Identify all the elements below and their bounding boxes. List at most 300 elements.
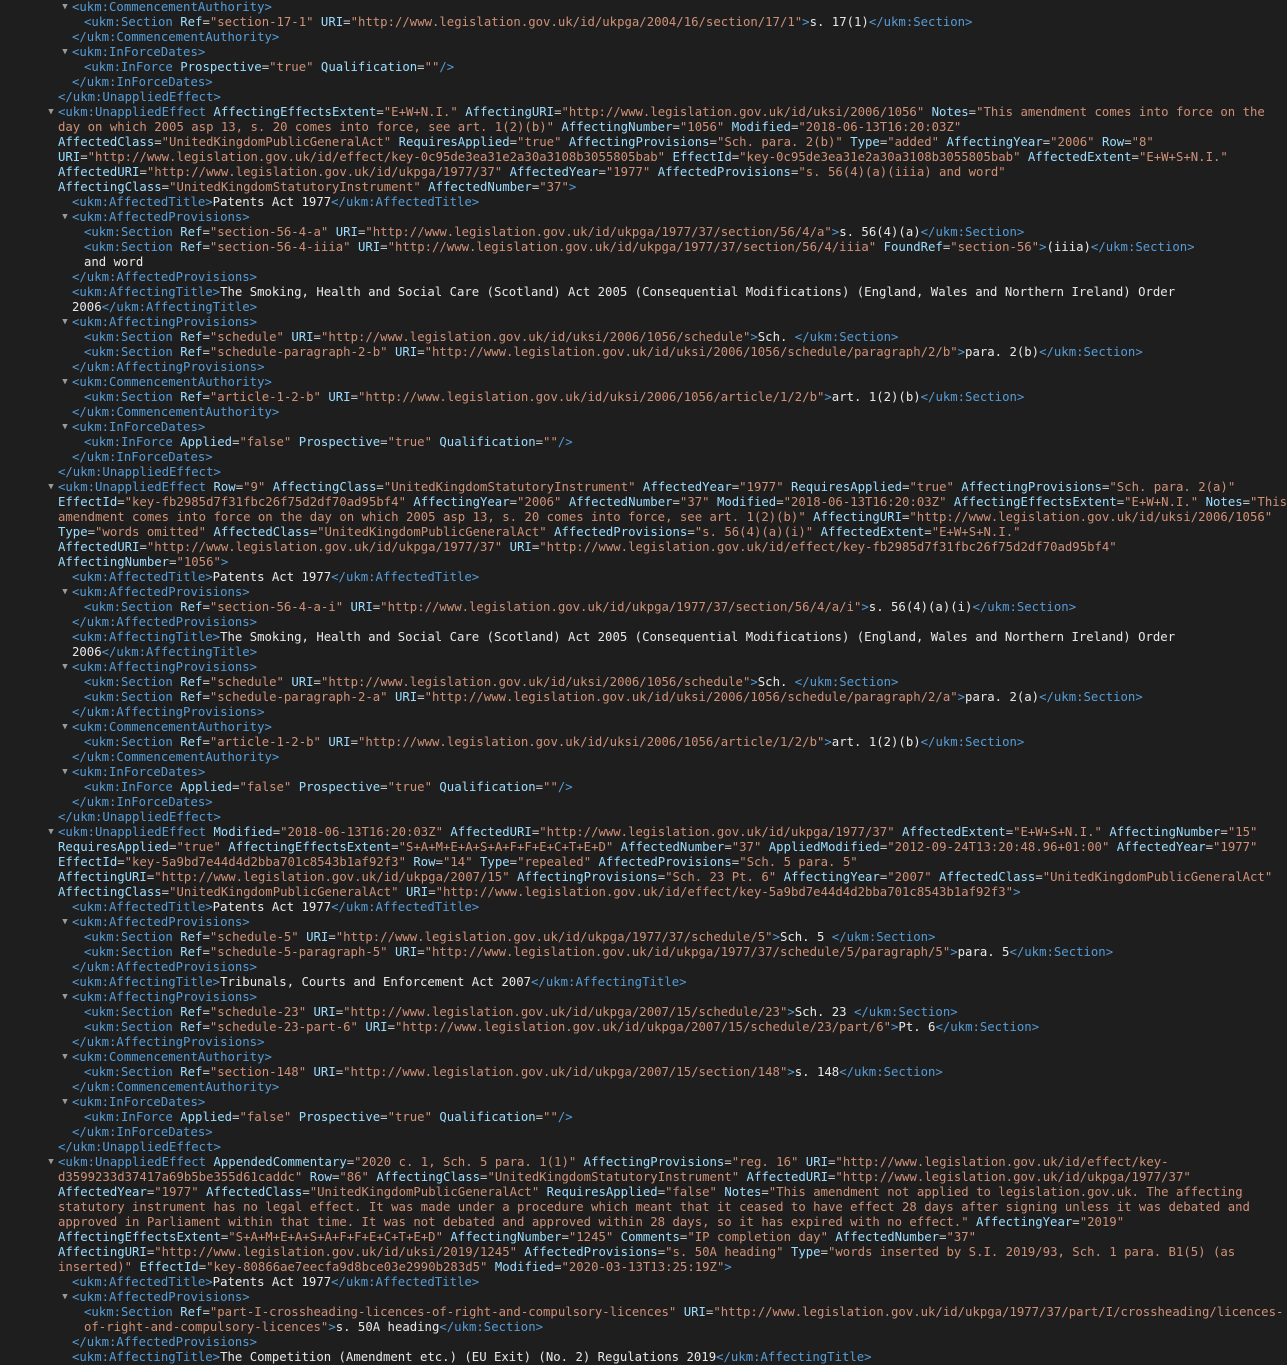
xml-attr-value: "article-1-2-b" bbox=[209, 390, 321, 404]
xml-attr-name: AffectingYear bbox=[405, 495, 510, 509]
xml-tag: </ukm:CommencementAuthority> bbox=[72, 405, 280, 419]
xml-punct: = bbox=[679, 1230, 688, 1244]
xml-line bbox=[72, 1080, 279, 1095]
collapse-toggle-icon[interactable]: ▼ bbox=[62, 377, 68, 387]
xml-tag: > bbox=[220, 555, 229, 569]
xml-attr-value: "2018-06-13T16:20:03Z" bbox=[783, 495, 947, 509]
xml-attr-name: Ref bbox=[180, 240, 203, 254]
xml-line bbox=[84, 345, 1143, 360]
collapse-toggle-icon[interactable]: ▼ bbox=[62, 662, 68, 672]
xml-attr-value: statutory instrument has no legal effect. It was made under a procedure which meant that it ceased to have effect 28 days after signing unless it was debated and bbox=[58, 1200, 1250, 1214]
xml-attr-value: "E+W+N.I." bbox=[1124, 495, 1199, 509]
xml-punct: = bbox=[417, 690, 425, 704]
xml-punct: = bbox=[161, 180, 170, 194]
collapse-toggle-icon[interactable]: ▼ bbox=[48, 107, 54, 117]
xml-punct: = bbox=[202, 225, 210, 239]
xml-punct: = bbox=[202, 690, 210, 704]
xml-attr-name: AffectedProvisions bbox=[517, 1245, 658, 1259]
xml-tag: /> bbox=[557, 435, 573, 449]
xml-attr-value: "http://www.legislation.gov.uk/id/uksi/2006/1056/schedule/paragraph/2/b" bbox=[424, 345, 958, 359]
xml-punct: = bbox=[924, 525, 932, 539]
xml-attr-value: "1977" bbox=[605, 165, 651, 179]
xml-punct: = bbox=[202, 1305, 210, 1319]
xml-line bbox=[72, 1095, 205, 1110]
xml-attr-name: EffectId bbox=[58, 855, 118, 869]
xml-text: s. 148 bbox=[794, 1065, 840, 1079]
xml-attr-name: Ref bbox=[180, 15, 203, 29]
xml-punct: = bbox=[154, 135, 162, 149]
xml-punct: = bbox=[535, 780, 544, 794]
xml-tag: </ukm:Section> bbox=[1090, 240, 1195, 254]
xml-attr-value: "http://www.legislation.gov.uk/id/ukpga/2007/15/schedule/23" bbox=[343, 1005, 788, 1019]
collapse-toggle-icon[interactable]: ▼ bbox=[48, 482, 54, 492]
xml-attr-name: Ref bbox=[180, 735, 203, 749]
xml-attr-value: "section-17-1" bbox=[209, 15, 314, 29]
xml-attr-name: Ref bbox=[180, 945, 203, 959]
xml-punct: = bbox=[417, 60, 425, 74]
xml-attr-name: Qualification bbox=[431, 1110, 536, 1124]
xml-tag: </ukm:UnappliedEffect> bbox=[58, 1140, 221, 1154]
xml-attr-name: RequiresApplied bbox=[783, 480, 903, 494]
xml-punct: = bbox=[328, 930, 336, 944]
xml-tag: /> bbox=[557, 780, 573, 794]
xml-tag: > bbox=[787, 1005, 795, 1019]
xml-attr-name: URI bbox=[58, 150, 81, 164]
xml-tag: <ukm:AffectingProvisions> bbox=[72, 990, 258, 1004]
xml-punct: = bbox=[146, 1245, 155, 1259]
xml-line bbox=[58, 90, 221, 105]
xml-line bbox=[84, 675, 898, 690]
xml-tag: <ukm:UnappliedEffect bbox=[58, 480, 214, 494]
xml-attr-value: "http://www.legislation.gov.uk/id/ukpga/2007/15" bbox=[154, 870, 510, 884]
xml-attr-name: Ref bbox=[180, 675, 203, 689]
xml-attr-name: Ref bbox=[180, 1065, 203, 1079]
collapse-toggle-icon[interactable]: ▼ bbox=[62, 2, 68, 12]
xml-line bbox=[58, 1245, 1235, 1260]
xml-attr-name: URI bbox=[283, 330, 314, 344]
xml-attr-value: "false" bbox=[239, 780, 292, 794]
xml-punct: = bbox=[1124, 135, 1132, 149]
xml-text: art. 1(2)(b) bbox=[831, 390, 921, 404]
xml-tag: > bbox=[831, 225, 840, 239]
xml-tag: </ukm:InForceDates> bbox=[72, 795, 213, 809]
xml-attr-name: AffectedClass bbox=[58, 135, 155, 149]
xml-line bbox=[58, 150, 1228, 165]
xml-attr-value: "true" bbox=[517, 135, 562, 149]
xml-attr-value: "http://www.legislation.gov.uk/id/ukpga/1977/37/part/I/crossheading/licences- bbox=[713, 1305, 1284, 1319]
xml-attr-value: "37" bbox=[679, 495, 710, 509]
xml-attr-name: AffectedClass bbox=[931, 870, 1036, 884]
xml-tag: <ukm:Section bbox=[84, 15, 181, 29]
xml-punct: = bbox=[417, 345, 425, 359]
xml-attr-value: "http://www.legislation.gov.uk/id/uksi/2006/1056/schedule/paragraph/2/a" bbox=[424, 690, 958, 704]
xml-tag: </ukm:Section> bbox=[920, 390, 1025, 404]
xml-line bbox=[72, 1035, 265, 1050]
xml-punct: = bbox=[387, 1020, 395, 1034]
xml-attr-name: AffectedYear bbox=[1109, 840, 1206, 854]
collapse-toggle-icon[interactable]: ▼ bbox=[62, 587, 68, 597]
xml-punct: = bbox=[139, 540, 147, 554]
xml-attr-name: AffectedNumber bbox=[420, 180, 532, 194]
xml-line bbox=[58, 135, 1154, 150]
xml-attr-value: "2019" bbox=[1079, 1215, 1125, 1229]
xml-punct: = bbox=[509, 135, 518, 149]
xml-attr-value: "http://www.legislation.gov.uk/id/uksi/2006/1056/schedule" bbox=[320, 330, 751, 344]
xml-tag: <ukm:Section bbox=[84, 690, 181, 704]
xml-tag: <ukm:Section bbox=[84, 930, 181, 944]
xml-tag: </ukm:Section> bbox=[935, 1020, 1040, 1034]
xml-attr-value: "section-56-4-a-i" bbox=[209, 600, 344, 614]
xml-attr-name: AffectedNumber bbox=[613, 840, 725, 854]
xml-punct: = bbox=[761, 1185, 769, 1199]
xml-attr-value: "true" bbox=[387, 435, 432, 449]
xml-punct: = bbox=[313, 330, 321, 344]
xml-tag: </ukm:Section> bbox=[972, 600, 1077, 614]
xml-attr-name: AppliedModified bbox=[761, 840, 880, 854]
xml-punct: = bbox=[202, 1020, 210, 1034]
xml-attr-name: Modified bbox=[213, 825, 273, 839]
xml-punct: = bbox=[202, 390, 210, 404]
xml-attr-value: "http://www.legislation.gov.uk/id/effect/key-0c95de3ea31e2a30a3108b3055805bab" bbox=[87, 150, 666, 164]
xml-attr-value: "E+W+S+N.I." bbox=[1138, 150, 1228, 164]
xml-line bbox=[72, 960, 257, 975]
xml-line bbox=[72, 645, 257, 660]
xml-line bbox=[72, 765, 205, 780]
xml-attr-value: "2020-03-13T13:25:19Z" bbox=[561, 1260, 725, 1274]
xml-line bbox=[58, 180, 576, 195]
xml-line bbox=[72, 30, 279, 45]
xml-attr-name: URI bbox=[387, 945, 418, 959]
xml-attr-value: "Sch. para. 2(b)" bbox=[716, 135, 843, 149]
xml-attr-value: "This bbox=[1250, 495, 1287, 509]
xml-attr-value: "UnitedKingdomPublicGeneralAct" bbox=[1042, 870, 1273, 884]
xml-punct: = bbox=[331, 1170, 340, 1184]
xml-attr-value: "1056" bbox=[679, 120, 725, 134]
xml-attr-name: URI bbox=[320, 735, 351, 749]
collapse-toggle-icon[interactable]: ▼ bbox=[62, 767, 68, 777]
xml-attr-name: URI bbox=[387, 345, 418, 359]
collapse-toggle-icon[interactable]: ▼ bbox=[62, 422, 68, 432]
xml-tag: <ukm:CommencementAuthority> bbox=[72, 0, 272, 14]
xml-tag: > bbox=[568, 180, 577, 194]
xml-tag: </ukm:AffectedProvisions> bbox=[72, 960, 258, 974]
xml-attr-value: "" bbox=[543, 435, 558, 449]
xml-line bbox=[72, 1125, 213, 1140]
xml-attr-name: AffectedNumber bbox=[561, 495, 673, 509]
collapse-toggle-icon[interactable]: ▼ bbox=[62, 1052, 68, 1062]
xml-tag: </ukm:CommencementAuthority> bbox=[72, 1080, 280, 1094]
xml-tag: </ukm:Section> bbox=[794, 330, 899, 344]
xml-attr-value: d3599233d37417a69b5be355d61caddc" bbox=[58, 1170, 303, 1184]
xml-punct: = bbox=[535, 1110, 544, 1124]
xml-attr-value: "http://www.legislation.gov.uk/id/ukpga/1977/37/section/56/4/iiia" bbox=[387, 240, 877, 254]
xml-text: s. 50A heading bbox=[335, 1320, 440, 1334]
xml-attr-name: AffectedYear bbox=[502, 165, 599, 179]
xml-attr-value: "schedule" bbox=[209, 330, 284, 344]
xml-tag: > bbox=[802, 15, 810, 29]
xml-punct: = bbox=[232, 780, 240, 794]
xml-line bbox=[58, 1230, 976, 1245]
xml-attr-value: "false" bbox=[665, 1185, 717, 1199]
xml-attr-value: "" bbox=[543, 780, 558, 794]
collapse-toggle-icon[interactable]: ▼ bbox=[62, 1097, 68, 1107]
collapse-toggle-icon[interactable]: ▼ bbox=[62, 917, 68, 927]
xml-punct: = bbox=[309, 525, 318, 539]
xml-tag: </ukm:AffectedTitle> bbox=[331, 900, 480, 914]
xml-line bbox=[58, 1260, 732, 1275]
xml-attr-name: Ref bbox=[180, 390, 203, 404]
xml-attr-value: "section-148" bbox=[209, 1065, 307, 1079]
xml-line bbox=[72, 705, 265, 720]
xml-tag: </ukm:UnappliedEffect> bbox=[58, 465, 221, 479]
xml-tag: <ukm:AffectingTitle> bbox=[72, 285, 221, 299]
xml-punct: = bbox=[346, 1155, 355, 1169]
xml-tag: > bbox=[824, 735, 832, 749]
xml-tag: <ukm:InForceDates> bbox=[72, 45, 206, 59]
xml-text: Patents Act 1977 bbox=[212, 195, 332, 209]
xml-tag: </ukm:AffectingTitle> bbox=[101, 645, 258, 659]
xml-tag: > bbox=[750, 330, 758, 344]
xml-tag: </ukm:AffectedTitle> bbox=[331, 570, 480, 584]
xml-line bbox=[72, 570, 479, 585]
xml-tag: <ukm:AffectingTitle> bbox=[72, 630, 221, 644]
xml-punct: = bbox=[879, 840, 888, 854]
xml-text: Pt. 6 bbox=[898, 1020, 936, 1034]
xml-line bbox=[72, 195, 479, 210]
xml-attr-value: "2006" bbox=[1050, 135, 1095, 149]
xml-tag: </ukm:AffectingTitle> bbox=[716, 1350, 872, 1364]
collapse-toggle-icon[interactable]: ▼ bbox=[62, 212, 68, 222]
xml-tag: <ukm:AffectedProvisions> bbox=[72, 585, 250, 599]
xml-attr-name: URI bbox=[357, 1020, 388, 1034]
xml-attr-name: Notes bbox=[924, 105, 969, 119]
xml-punct: = bbox=[687, 525, 695, 539]
xml-attr-value: "http://www.legislation.gov.uk/id/uksi/2006/1056" bbox=[909, 510, 1273, 524]
xml-attr-value: "false" bbox=[239, 1110, 292, 1124]
xml-line bbox=[72, 915, 250, 930]
xml-tag: > bbox=[724, 1260, 732, 1274]
collapse-toggle-icon[interactable]: ▼ bbox=[48, 827, 54, 837]
xml-attr-name: URI bbox=[343, 600, 373, 614]
xml-punct: = bbox=[261, 60, 270, 74]
xml-attr-value: "This amendment comes into force on the bbox=[976, 105, 1265, 119]
xml-punct: = bbox=[87, 525, 96, 539]
xml-punct: = bbox=[350, 735, 358, 749]
xml-punct: = bbox=[350, 390, 358, 404]
xml-punct: = bbox=[531, 825, 540, 839]
xml-tag: <ukm:AffectedTitle> bbox=[72, 195, 213, 209]
xml-line bbox=[84, 240, 1195, 255]
xml-punct: = bbox=[939, 1230, 947, 1244]
xml-attr-value: "http://www.legislation.gov.uk/id/ukpga/1977/37" bbox=[146, 165, 503, 179]
collapse-toggle-icon[interactable]: ▼ bbox=[62, 317, 68, 327]
xml-tag: <ukm:Section bbox=[84, 240, 181, 254]
xml-attr-value: "UnitedKingdomPublicGeneralAct" bbox=[317, 525, 547, 539]
xml-punct: = bbox=[731, 480, 740, 494]
xml-punct: = bbox=[198, 1260, 207, 1274]
xml-attr-value: "8" bbox=[1131, 135, 1154, 149]
collapse-toggle-icon[interactable]: ▼ bbox=[48, 1157, 54, 1167]
xml-punct: = bbox=[146, 1185, 155, 1199]
xml-attr-value: "schedule" bbox=[209, 675, 284, 689]
xml-attr-value: "schedule-paragraph-2-a" bbox=[209, 690, 388, 704]
xml-line bbox=[58, 1200, 1250, 1215]
xml-attr-name: Row bbox=[405, 855, 436, 869]
xml-attr-name: Applied bbox=[180, 780, 233, 794]
xml-tag: </ukm:AffectedTitle> bbox=[331, 1275, 480, 1289]
xml-attr-name: AffectingNumber bbox=[1101, 825, 1221, 839]
xml-tag: </ukm:Section> bbox=[1039, 690, 1143, 704]
xml-line bbox=[84, 735, 1024, 750]
xml-punct: = bbox=[776, 495, 784, 509]
xml-punct: = bbox=[169, 555, 177, 569]
xml-tag: /> bbox=[557, 1110, 573, 1124]
xml-text: para. 2(a) bbox=[965, 690, 1040, 704]
xml-punct: = bbox=[202, 675, 210, 689]
xml-attr-value: "http://www.legislation.gov.uk/id/uksi/2006/1056/article/1/2/b" bbox=[357, 390, 825, 404]
xml-attr-name: URI bbox=[328, 225, 358, 239]
xml-attr-value: "1056" bbox=[176, 555, 221, 569]
xml-attr-name: Type bbox=[58, 525, 88, 539]
xml-punct: = bbox=[531, 540, 540, 554]
xml-punct: = bbox=[554, 105, 562, 119]
xml-line bbox=[84, 1020, 1039, 1035]
xml-punct: = bbox=[380, 240, 388, 254]
xml-attr-value: "added" bbox=[887, 135, 940, 149]
xml-punct: = bbox=[790, 120, 799, 134]
xml-attr-value: "37" bbox=[731, 840, 762, 854]
xml-attr-value: "9" bbox=[243, 480, 266, 494]
xml-attr-name: AffectingURI bbox=[457, 105, 555, 119]
xml-line bbox=[72, 405, 279, 420]
xml-tag: </ukm:AffectingTitle> bbox=[101, 300, 258, 314]
xml-tag: <ukm:CommencementAuthority> bbox=[72, 375, 272, 389]
xml-attr-value: "s. 56(4)(a)(iiia) and word" bbox=[798, 165, 1006, 179]
xml-line bbox=[58, 555, 228, 570]
xml-punct: = bbox=[828, 1155, 836, 1169]
xml-line bbox=[72, 660, 257, 675]
xml-attr-value: "15" bbox=[1227, 825, 1258, 839]
xml-tag: > bbox=[957, 690, 966, 704]
xml-tag: </ukm:Section> bbox=[1009, 945, 1114, 959]
xml-tag: <ukm:InForce bbox=[84, 780, 181, 794]
xml-tag: <ukm:InForce bbox=[84, 1110, 181, 1124]
collapse-toggle-icon[interactable]: ▼ bbox=[62, 47, 68, 57]
xml-tag: </ukm:Section> bbox=[868, 15, 973, 29]
xml-attr-name: Comments bbox=[613, 1230, 680, 1244]
xml-attr-name: AffectedURI bbox=[58, 540, 140, 554]
xml-attr-name: URI bbox=[283, 675, 314, 689]
xml-attr-value: "http://www.legislation.gov.uk/id/uksi/2006/1056/schedule" bbox=[320, 675, 751, 689]
xml-tag: <ukm:Section bbox=[84, 390, 181, 404]
xml-line bbox=[84, 15, 972, 30]
xml-line bbox=[72, 270, 257, 285]
xml-punct: = bbox=[657, 870, 666, 884]
xml-attr-value: "http://www.legislation.gov.uk/id/ukpga/2007/15/schedule/23/part/6" bbox=[394, 1020, 892, 1034]
xml-punct: = bbox=[232, 435, 240, 449]
xml-tag: > bbox=[957, 345, 966, 359]
xml-tag: <ukm:Section bbox=[84, 945, 181, 959]
xml-attr-name: AffectedProvisions bbox=[546, 525, 688, 539]
xml-text: The Smoking, Health and Social Care (Scotland) Act 2005 (Consequential Modifications) (England, Wales and Northern Ireland) Order bbox=[220, 630, 1176, 644]
xml-line bbox=[84, 390, 1024, 405]
xml-attr-name: Row bbox=[213, 480, 236, 494]
xml-attr-name: Notes bbox=[716, 1185, 762, 1199]
xml-attr-name: AffectedExtent bbox=[894, 825, 1006, 839]
xml-line bbox=[58, 1170, 1191, 1185]
xml-attr-value: "true" bbox=[269, 60, 314, 74]
collapse-toggle-icon[interactable]: ▼ bbox=[62, 722, 68, 732]
xml-attr-value: "E+W+S+N.I." bbox=[931, 525, 1021, 539]
xml-tag: <ukm:InForceDates> bbox=[72, 765, 206, 779]
xml-attr-value: "words omitted" bbox=[95, 525, 207, 539]
xml-line bbox=[72, 210, 250, 225]
xml-punct: = bbox=[169, 840, 177, 854]
xml-attr-name: URI bbox=[798, 1155, 829, 1169]
xml-tag: > bbox=[891, 1020, 899, 1034]
xml-attr-value: "http://www.legislation.gov.uk/id/ukpga/1977/37/section/56/4/a" bbox=[365, 225, 832, 239]
xml-punct: = bbox=[80, 150, 88, 164]
xml-punct: = bbox=[731, 855, 740, 869]
xml-punct: = bbox=[942, 240, 951, 254]
xml-line bbox=[84, 1305, 1283, 1320]
xml-attr-value: "section-56-4-iiia" bbox=[209, 240, 351, 254]
xml-punct: = bbox=[161, 885, 170, 899]
xml-attr-value: "http://www.legislation.gov.uk/id/effect/key-5a9bd7e44d4d2bba701c8543b1af92f3" bbox=[435, 885, 1014, 899]
xml-attr-name: RequiresApplied bbox=[58, 840, 170, 854]
xml-punct: = bbox=[343, 15, 351, 29]
xml-punct: = bbox=[724, 840, 732, 854]
xml-attr-value: "http://www.legislation.gov.uk/id/effect/key- bbox=[835, 1155, 1169, 1169]
xml-attr-value: "repealed" bbox=[517, 855, 592, 869]
xml-attr-value: "http://www.legislation.gov.uk/id/uksi/2019/1245" bbox=[154, 1245, 518, 1259]
xml-tag: </ukm:Section> bbox=[920, 735, 1025, 749]
xml-attr-value: "37" bbox=[539, 180, 569, 194]
xml-line bbox=[72, 900, 479, 915]
xml-attr-value: "words inserted by S.I. 2019/93, Sch. 1 para. B1(5) (as bbox=[828, 1245, 1236, 1259]
xml-attr-name: AffectingYear bbox=[968, 1215, 1073, 1229]
xml-line bbox=[72, 720, 272, 735]
xml-line bbox=[58, 1215, 1124, 1230]
xml-attr-name: Type bbox=[472, 855, 510, 869]
xml-attr-name: AffectingClass bbox=[368, 1170, 481, 1184]
xml-attr-name: Ref bbox=[180, 345, 203, 359]
xml-line bbox=[72, 75, 213, 90]
xml-attr-value: "1977" bbox=[1213, 840, 1258, 854]
xml-attr-value: "Sch. para. 2(a)" bbox=[1109, 480, 1236, 494]
xml-attr-name: AffectingNumber bbox=[58, 555, 170, 569]
xml-attr-value: "true" bbox=[176, 840, 221, 854]
xml-attr-value: "E+W+N.I." bbox=[383, 105, 458, 119]
xml-text: The Smoking, Health and Social Care (Scotland) Act 2005 (Consequential Modifications) (England, Wales and Northern Ireland) Order bbox=[220, 285, 1176, 299]
xml-attr-name: AffectingProvisions bbox=[576, 1155, 725, 1169]
xml-attr-name: Modified bbox=[709, 495, 777, 509]
xml-punct: = bbox=[232, 1110, 240, 1124]
xml-line bbox=[72, 45, 205, 60]
xml-punct: = bbox=[380, 435, 388, 449]
xml-line bbox=[58, 1185, 1243, 1200]
xml-punct: = bbox=[202, 15, 210, 29]
xml-attr-value: "true" bbox=[387, 780, 432, 794]
xml-tag: </ukm:Section> bbox=[439, 1320, 544, 1334]
collapse-toggle-icon[interactable]: ▼ bbox=[62, 992, 68, 1002]
xml-attr-value: "http://www.legislation.gov.uk/id/uksi/2006/1056" bbox=[561, 105, 925, 119]
xml-attr-value: "Sch. 5 para. 5" bbox=[739, 855, 858, 869]
xml-text: art. 1(2)(b) bbox=[831, 735, 921, 749]
collapse-toggle-icon[interactable]: ▼ bbox=[62, 1292, 68, 1302]
xml-punct: = bbox=[1005, 825, 1014, 839]
xml-text: Sch. 23 bbox=[794, 1005, 854, 1019]
